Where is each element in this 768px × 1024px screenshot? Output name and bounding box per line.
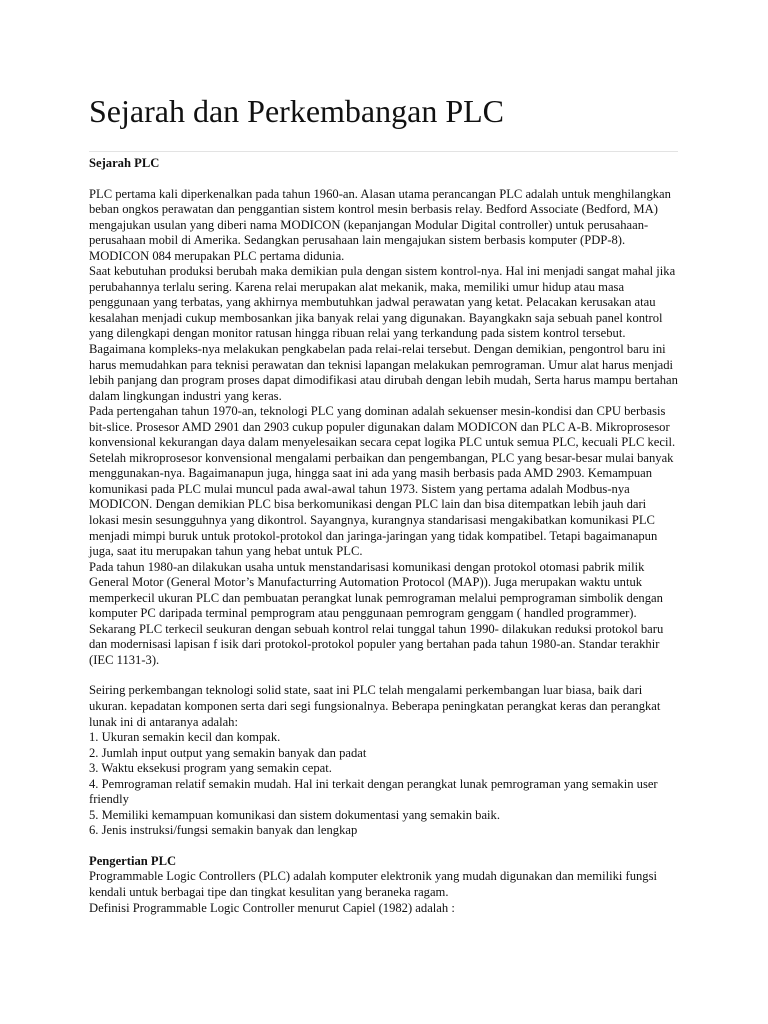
improvement-list: [89, 730, 678, 839]
list-item: 4. Pemrograman relatif semakin mudah. Hal ini terkait dengan perangkat lunak pemrograman yang semakin user friendly: [89, 776, 658, 807]
list-item: 3. Waktu eksekusi program yang semakin cepat.: [89, 761, 332, 776]
paragraph: Programmable Logic Controllers (PLC) adalah komputer elektronik yang mudah digunakan dan memiliki fungsi kendali untuk berbagai tipe dan tingkat kesulitan yang beraneka ragam.: [89, 869, 657, 899]
list-item: 6. Jenis instruksi/fungsi semakin banyak dan lengkap: [89, 823, 358, 838]
list-item: 1. Ukuran semakin kecil dan kompak.: [89, 730, 281, 745]
section-pengertian-plc: [89, 854, 678, 916]
list-item: 5. Memiliki kemampuan komunikasi dan sistem dokumentasi yang semakin baik.: [89, 807, 500, 822]
paragraph: Seiring perkembangan teknologi solid state, saat ini PLC telah mengalami perkembangan luar biasa, baik dari ukuran. kepadatan komponen serta dari segi fungsionalnya. Beberapa peningkatan perangkat keras dan perangkat lunak ini di antaranya adalah:: [89, 683, 661, 729]
paragraph: Pada tahun 1980-an dilakukan usaha untuk menstandarisasi komunikasi dengan protokol otomasi pabrik milik General Motor (General Motor’s Manufacturring Automation Protocol (MAP)). Juga merupakan waktu untuk memperkecil ukuran PLC dan pembuatan perangkat lunak pemrograman melalui pemprograman simbolik dengan komputer PC daripada terminal pemprogram atau penggunaan pemrogram genggam ( handled programmer). Sekarang PLC terkecil seukuran dengan sebuah kontrol relai tunggal tahun 1990- dilakukan reduksi protokol baru dan modernisasi lapisan f isik dari protokol-protokol populer yang bertahan pada tahun 1980-an. Standar terakhir (IEC 1131-3).: [89, 559, 664, 667]
paragraph: Pada pertengahan tahun 1970-an, teknologi PLC yang dominan adalah sekuenser mesin-kondisi dan CPU berbasis bit-slice. Prosesor AMD 2901 dan 2903 cukup populer digunakan dalam MODICON dan PLC A-B. Mikroprosesor konvensional kekurangan daya dalam menyelesaikan secara cepat logika PLC untuk semua PLC, kecuali PLC kecil. Setelah mikroprosesor konvensional mengalami perbaikan dan pengembangan, PLC yang besar-besar mulai banyak menggunakan-nya. Bagaimanapun juga, hingga saat ini ada yang masih berbasis pada AMD 2903. Kemampuan komunikasi pada PLC mulai muncul pada awal-awal tahun 1973. Sistem yang pertama adalah Modbus-nya MODICON. Dengan demikian PLC bisa berkomunikasi dengan PLC lain dan bisa ditempatkan lebih jauh dari lokasi mesin sesungguhnya yang dikontrol. Sayangnya, kurangnya standarisasi mengakibatkan komunikasi PLC menjadi mimpi buruk untuk protokol-protokol dan jaringa-jaringan yang tidak kompatibel. Tetapi bagaimanapun juga, saat itu merupakan tahun yang hebat untuk PLC.: [89, 404, 676, 559]
page-title: Sejarah dan Perkembangan PLC: [89, 93, 504, 129]
title-divider: [89, 151, 678, 152]
paragraph: PLC pertama kali diperkenalkan pada tahun 1960-an. Alasan utama perancangan PLC adalah untuk menghilangkan beban ongkos perawatan dan penggantian sistem kontrol mesin berbasis relay. Bedford Associate (Bedford, MA) mengajukan usulan yang diberi nama MODICON (kepanjangan Modular Digital controller) untuk perusahaan-perusahaan mobil di Amerika. Sedangkan perusahaan lain mengajukan sistem berbasis komputer (PDP-8). MODICON 084 merupakan PLC pertama didunia.: [89, 186, 671, 263]
paragraph: Definisi Programmable Logic Controller menurut Capiel (1982) adalah :: [89, 900, 455, 915]
section-heading-pengertian: Pengertian PLC: [89, 853, 177, 868]
list-item: 2. Jumlah input output yang semakin banyak dan padat: [89, 745, 367, 760]
paragraph: Saat kebutuhan produksi berubah maka demikian pula dengan sistem kontrol-nya. Hal ini menjadi sangat mahal jika perubahannya terlalu sering. Karena relai merupakan alat mekanik, maka, memiliki umur hidup atau masa penggunaan yang terbatas, yang akhirnya membutuhkan jadwal perawatan yang ketat. Pelacakan kerusakan atau kesalahan menjadi cukup membosankan jika banyak relai yang digunakan. Bayangkakn saja sebuah panel kontrol yang dilengkapi dengan monitor ratusan hingga ribuan relai yang terkandung pada sistem kontrol tersebut. Bagaimana kompleks-nya melakukan pengkabelan pada relai-relai tersebut. Dengan demikian, pengontrol baru ini harus memudahkan para teknisi perawatan dan teknisi lapangan melakukan pemrograman. Umur alat harus menjadi lebih panjang dan program proses dapat dimodifikasi atau dirubah dengan lebih mudah, Serta harus mampu bertahan dalam lingkungan industri yang keras.: [89, 264, 678, 403]
section-heading-sejarah: Sejarah PLC: [89, 156, 160, 170]
section-sejarah-plc: [89, 156, 678, 839]
